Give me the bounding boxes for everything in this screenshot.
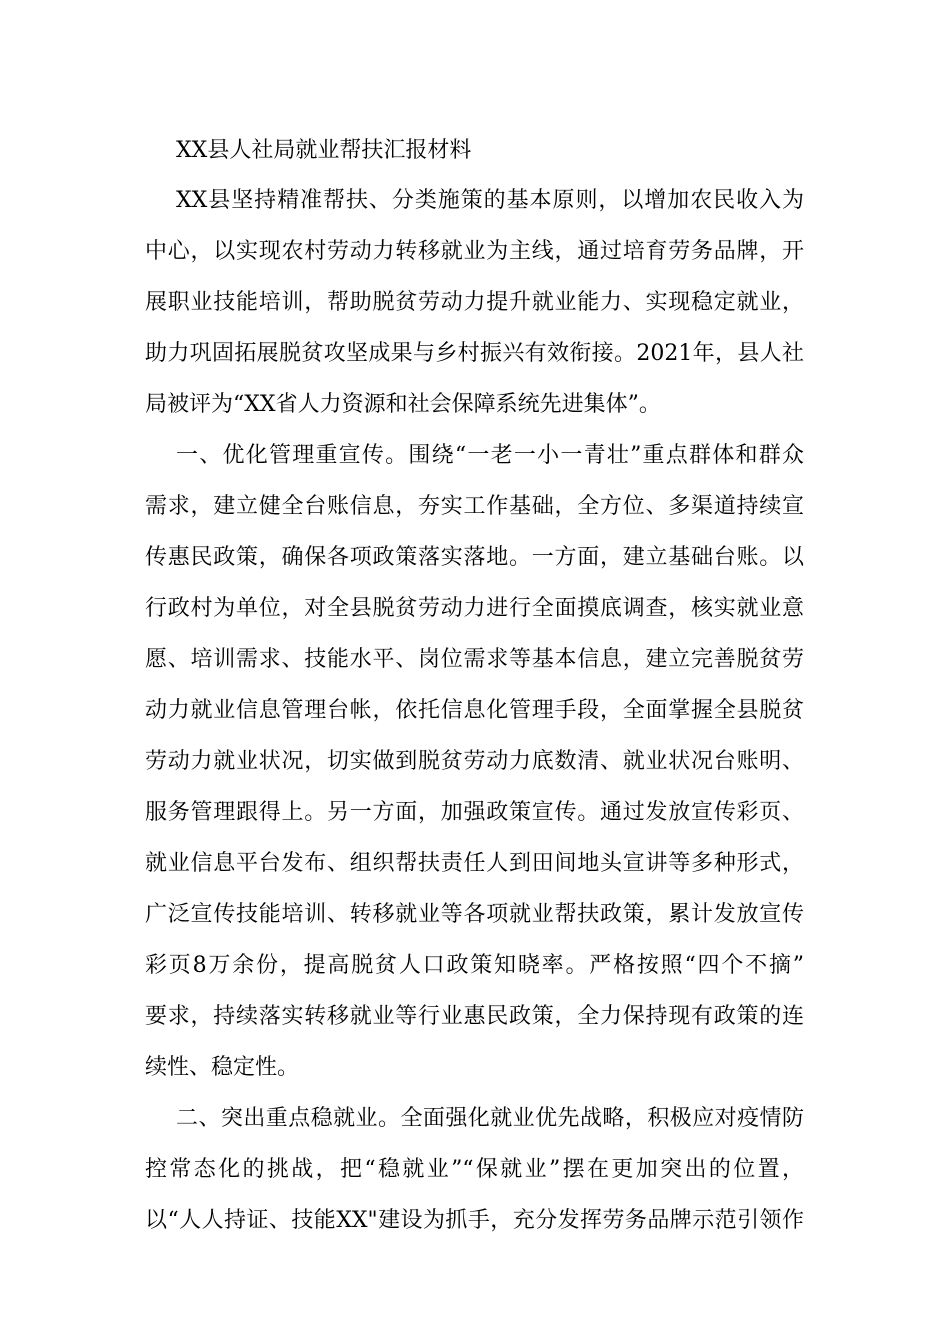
text-line: 服务管理跟得上。另一方面，加强政策宣传。通过发放宣传彩页、: [145, 800, 804, 825]
text-line: 愿、培训需求、技能水平、岗位需求等基本信息，建立完善脱贫劳: [145, 647, 804, 672]
text-line: 劳动力就业状况，切实做到脱贫劳动力底数清、就业状况台账明、: [145, 749, 804, 774]
text-line: 二、突出重点稳就业。全面强化就业优先战略，积极应对疫情防: [176, 1106, 804, 1131]
document-title: XX县人社局就业帮扶汇报材料: [176, 138, 472, 163]
text-line: 要求，持续落实转移就业等行业惠民政策，全力保持现有政策的连: [145, 1004, 804, 1029]
text-line: 控常态化的挑战，把“稳就业”“保就业”摆在更加突出的位置，: [145, 1157, 804, 1182]
text-line: 中心，以实现农村劳动力转移就业为主线，通过培育劳务品牌，开: [145, 239, 804, 264]
text-line: XX县坚持精准帮扶、分类施策的基本原则，以增加农民收入为: [176, 188, 804, 213]
text-line: 以“人人持证、技能XX"建设为抓手，充分发挥劳务品牌示范引领作: [145, 1208, 804, 1233]
text-line: 行政村为单位，对全县脱贫劳动力进行全面摸底调查，核实就业意: [145, 596, 804, 621]
text-line: 续性、稳定性。: [145, 1055, 300, 1080]
text-line: 展职业技能培训，帮助脱贫劳动力提升就业能力、实现稳定就业，: [145, 290, 804, 315]
text-line: 助力巩固拓展脱贫攻坚成果与乡村振兴有效衔接。2021年，县人社: [145, 341, 804, 366]
text-line: 一、优化管理重宣传。围绕“一老一小一青壮”重点群体和群众: [176, 443, 804, 468]
text-line: 动力就业信息管理台帐，依托信息化管理手段，全面掌握全县脱贫: [145, 698, 804, 723]
text-line: 彩页8万余份，提高脱贫人口政策知晓率。严格按照“四个不摘”: [145, 953, 804, 978]
text-line: 就业信息平台发布、组织帮扶责任人到田间地头宣讲等多种形式，: [145, 851, 804, 876]
text-line: 需求，建立健全台账信息，夯实工作基础，全方位、多渠道持续宣: [145, 494, 804, 519]
text-line: 广泛宣传技能培训、转移就业等各项就业帮扶政策，累计发放宣传: [145, 902, 804, 927]
text-line: 局被评为“XX省人力资源和社会保障系统先进集体”。: [145, 392, 661, 417]
text-line: 传惠民政策，确保各项政策落实落地。一方面，建立基础台账。以: [145, 545, 804, 570]
